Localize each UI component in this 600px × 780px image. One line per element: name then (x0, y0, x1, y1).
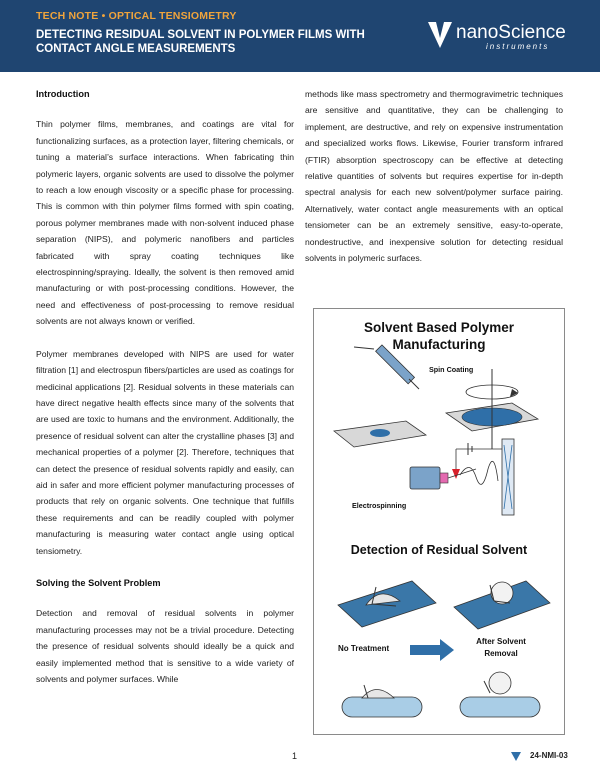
document-title: DETECTING RESIDUAL SOLVENT IN POLYMER FILMS WITH CONTACT ANGLE MEASUREMENTS (36, 29, 365, 55)
solving-heading: Solving the Solvent Problem (36, 577, 161, 588)
after-removal-label-line2: Removal (484, 649, 518, 658)
introduction-heading: Introduction (36, 89, 90, 99)
after-removal-label-line1: After Solvent (476, 637, 526, 646)
syringe-icon (354, 345, 419, 389)
intro-paragraph-1: Thin polymer films, membranes, and coatings are vital for functionalizing surfaces, as a protection layer, filtering chemicals, or tuning a material’s surface interactions. When fabricating thin polymeric layers, organic solvents are used to dissolve the polymer to reach a low enough viscosity or a specific phase for processing. This is common with thin polymer films formed with spin coating, porous polymer membranes made with non-solvent induced phase separation (NIPS), and polymeric nanofibers and particles fabricated with spray coating techniques like electrospinning/spraying. Ideally, the solvent is then removed amid manufacturing or with post-processing conditions. However, the need and effectiveness of post-processing to remove residual solvents are not always known or verified. (36, 119, 294, 327)
logo-sub: instruments (486, 42, 550, 51)
header-banner (0, 0, 600, 72)
fiber-no-treatment-icon (342, 685, 422, 717)
figure-title-line1: Solvent Based Polymer (363, 320, 515, 335)
fiber-jet-icon (460, 461, 498, 484)
left-column (36, 86, 294, 703)
fiber-after-removal-icon (460, 672, 540, 717)
footer-mark-icon (511, 752, 521, 761)
document-id: 24-NMI-03 (530, 751, 568, 760)
detection-title: Detection of Residual Solvent (350, 543, 528, 557)
solving-paragraph: Detection and removal of residual solvents in polymer manufacturing processes may not be a trivial procedure. Detecting the presence of residual solvents should ideally be a quick and easily implemented method that is sensitive to a wide variety of solvents and polymer surfaces. While (36, 608, 294, 684)
page-number: 1 (292, 751, 298, 761)
figure-title-line2: Manufacturing (392, 337, 486, 352)
substrate-plate-icon (334, 421, 426, 447)
continued-paragraph: methods like mass spectrometry and thermogravimetric techniques are sensitive and quantitative, they can be challenging to implement, are destructive, and rely on expensive instrumentation and specialized works flows. Likewise, Fourier transform infrared (FTIR) absorption spectroscopy can be effective at detecting relative quantities of solvents but requires expertise for in-depth spectral analysis for each new solvent/polymer surface pairing. Alternatively, water contact angle measurements with an optical tensiometer can be an extremely sensitive, easy-to-operate, nondestructive, and inexpensive solution for detecting residual solvents in polymeric surfaces. (305, 89, 563, 264)
flat-surface-no-treatment-icon (338, 581, 436, 627)
logo-name: nanoScience (456, 22, 566, 43)
right-column (305, 86, 563, 282)
electrospinning-label: Electrospinning (352, 501, 407, 510)
no-treatment-label: No Treatment (338, 644, 390, 653)
process-figure (313, 308, 565, 735)
power-supply-icon (456, 443, 506, 469)
nanoscience-logo (426, 16, 576, 56)
collector-drum-icon (502, 439, 514, 515)
tech-note-kicker: TECH NOTE • OPTICAL TENSIOMETRY (36, 10, 237, 22)
figure-illustration (314, 309, 564, 734)
arrow-right-icon (410, 639, 454, 661)
logo-mark-icon (428, 22, 452, 48)
spin-coating-label: Spin Coating (429, 365, 474, 374)
flat-surface-after-removal-icon (454, 581, 550, 629)
electrospinning-syringe-icon (410, 467, 476, 489)
intro-paragraph-2: Polymer membranes developed with NIPS are used for water filtration [1] and electrospun fibers/particles are used as coatings for medicinal applications [2]. Residual solvents in these materials can have direct negative health effects since many of the solvents that are used are toxic to humans and the environment. Additionally, the presence of residual solvent can alter the crystalline phases [3] and mechanical properties of a polymer [2]. Therefore, techniques that can detect the presence of residual solvents rapidly and easily, can aid in safer and more efficient polymer manufacturing processes of products that rely on organic solvents. One technique that fulfills these requirements and can be readily coupled with polymer manufacturing is measuring water contact angle using optical tensiometry. (36, 348, 294, 556)
